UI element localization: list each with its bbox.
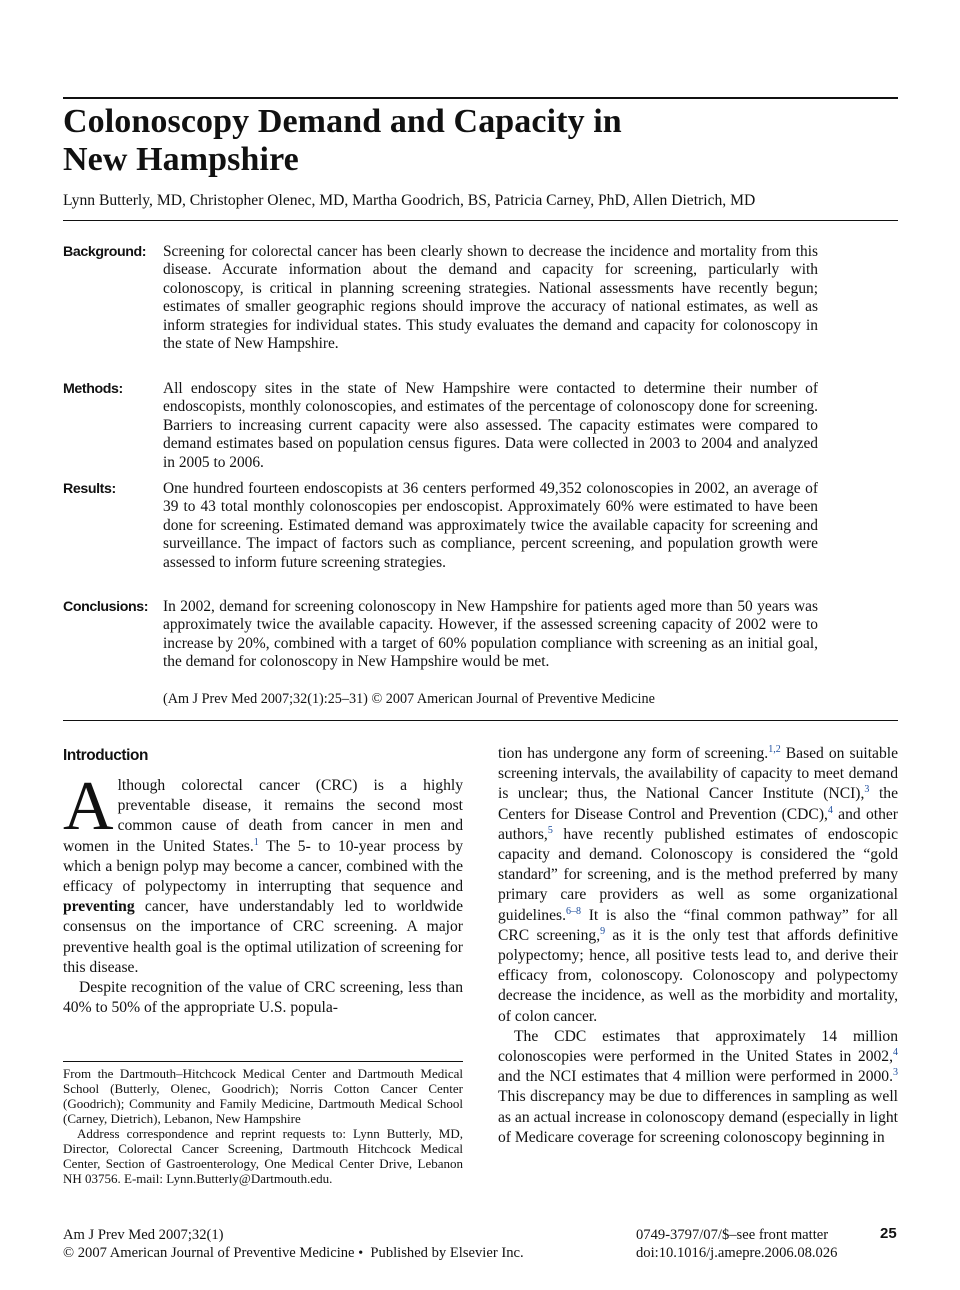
abstract-top-rule	[63, 220, 898, 221]
body-column-left	[63, 768, 463, 1018]
reference-link[interactable]: 6–8	[566, 905, 581, 917]
intro-paragraph-1	[63, 768, 463, 978]
footer-publisher: Published by Elsevier Inc.	[370, 1245, 524, 1261]
intro-paragraph-3	[498, 1027, 898, 1148]
intro-text: and other authors,	[498, 805, 898, 843]
reference-link[interactable]: 9	[600, 925, 606, 937]
article-title	[63, 103, 898, 179]
footer-journal: Am J Prev Med 2007;32(1)	[63, 1227, 224, 1243]
drop-cap: A	[63, 768, 114, 845]
footer-issn: 0749-3797/07/$–see front matter	[636, 1227, 829, 1243]
reference-link[interactable]: 4	[893, 1046, 898, 1058]
intro-text: the Centers for Disease Control and Prevention (CDC),	[498, 785, 898, 823]
body-column-right	[498, 744, 898, 1148]
abstract-bottom-rule	[63, 720, 898, 721]
footnote-rule	[63, 1061, 463, 1062]
intro-paragraph-2-continued	[498, 744, 898, 1027]
intro-text: cancer, have understandably led to worldwide consensus on the importance of CRC screening. A major preventive health goal is the optimal utilization of screening for this disease.	[63, 898, 463, 976]
abstract-text-background: Screening for colorectal cancer has been clearly shown to decrease the incidence and mortality from this disease. Accurate information about the demand and capacity for screening, particularly with colonoscopy, is critical in planning screening strategies. National assessments have recently begun; estimates of smaller geographic regions should improve the accuracy of national estimates, as well as inform strategies for individual states. This study evaluates the demand and capacity for colonoscopy in the state of New Hampshire.	[163, 243, 818, 353]
abstract-text-results: One hundred fourteen endoscopists at 36 centers performed 49,352 colonoscopies in 2002, an average of 39 to 43 total monthly colonoscopies per endoscopist. Approximately 60% were estimated to have been done for screening. Estimated demand was approximately twice the available capacity for screening and surveillance. The impact of factors such as compliance, percent screening, and population growth were assessed to inform future screening strategies.	[163, 480, 818, 571]
abstract-label-methods: Methods:	[63, 381, 123, 397]
page-number: 25	[880, 1225, 897, 1242]
reference-link[interactable]: 1	[253, 836, 259, 848]
abstract-citation: (Am J Prev Med 2007;32(1):25–31) © 2007 American Journal of Preventive Medicine	[163, 691, 655, 707]
intro-text: as it is the only test that affords definitive polypectomy; hence, all positive tests lead to, and derive their efficacy from, colonoscopy. Colonoscopy and polypectomy decrease the incidence, as well as the morbidity and mortality, of colon cancer.	[498, 926, 899, 1025]
abstract-label-results: Results:	[63, 481, 116, 497]
title-line-1: Colonoscopy Demand and Capacity in	[63, 103, 622, 140]
intro-text: lthough colorectal cancer (CRC) is a highly preventable disease, it remains the second most common cause of death from cancer in men and women in the United States.	[63, 777, 463, 855]
footer-copyright-line	[63, 1244, 524, 1263]
footer-left	[63, 1226, 524, 1263]
footnote-affiliation: From the Dartmouth–Hitchcock Medical Center and Dartmouth Medical School (Butterly, Olenec, Goodrich); Norris Cotton Cancer Center (Goodrich); Community and Family Medicine, Dartmouth Medical School (Carney, Dietrich), Lebanon, New Hampshire	[63, 1066, 463, 1126]
author-list: Lynn Butterly, MD, Christopher Olenec, MD, Martha Goodrich, BS, Patricia Carney, PhD, Allen Dietrich, MD	[63, 192, 756, 209]
reference-link[interactable]: 3	[893, 1067, 898, 1079]
top-rule	[63, 97, 898, 99]
intro-text: and the NCI estimates that 4 million were performed in 2000.	[498, 1068, 893, 1086]
intro-paragraph-2: Despite recognition of the value of CRC screening, less than 40% to 50% of the appropriate U.S. popula-	[63, 979, 463, 1017]
footnotes	[63, 1066, 463, 1186]
section-heading-introduction: Introduction	[63, 747, 148, 764]
footnote-correspondence: Address correspondence and reprint requests to: Lynn Butterly, MD, Director, Colorectal Cancer Screening, Dartmouth Hitchcock Medical Center, Section of Gastroenterology, One Medical Center Drive, Lebanon NH 03756. E-mail: Lynn.Butterly@Dartmouth.edu.	[63, 1126, 463, 1186]
reference-link[interactable]: 3	[864, 784, 870, 796]
footer-bullet: •	[358, 1246, 364, 1261]
reference-link[interactable]: 5	[547, 824, 553, 836]
footer-right	[636, 1226, 837, 1262]
intro-text: The 5- to 10-year process by which a benign polyp may become a cancer, combined with the efficacy of polypectomy in interrupting that sequence and	[63, 837, 463, 896]
title-line-2: New Hampshire	[63, 141, 299, 178]
intro-text: Based on suitable screening intervals, the availability of capacity to meet demand is unclear; thus, the National Cancer Institute (NCI),	[498, 745, 899, 803]
intro-text: have recently published estimates of endoscopic capacity and demand. Colonoscopy is considered the “gold standard” for screening, and is the method preferred by many primary care providers as well as some organizational guidelines.	[498, 825, 898, 924]
footer-copyright: © 2007 American Journal of Preventive Medicine	[63, 1245, 355, 1261]
intro-emphasis: preventing	[63, 898, 135, 916]
abstract-label-conclusions: Conclusions:	[63, 599, 149, 615]
reference-link[interactable]: 1,2	[768, 743, 781, 755]
intro-text: The CDC estimates that approximately 14 million colonoscopies were performed in the United States in 2002,	[498, 1027, 898, 1066]
abstract-text-conclusions: In 2002, demand for screening colonoscopy in New Hampshire for patients aged more than 50 years was approximately twice the available capacity. However, if the assessed screening capacity of 2002 were to increase by 20%, combined with a target of 60% population compliance with screening as an initial goal, the demand for colonoscopy in New Hampshire would be met.	[163, 598, 818, 671]
intro-text: tion has undergone any form of screening.	[498, 745, 769, 762]
footer-doi[interactable]: doi:10.1016/j.amepre.2006.08.026	[636, 1245, 838, 1261]
abstract-label-background: Background:	[63, 244, 147, 260]
abstract-text-methods: All endoscopy sites in the state of New Hampshire were contacted to determine their number of endoscopists, monthly colonoscopies, and estimates of the percentage of colonoscopy done for screening. Barriers to increasing current capacity were also assessed. The capacity estimates were compared to demand estimates based on population census figures. Data were collected in 2003 to 2004 and analyzed in 2005 to 2006.	[163, 380, 818, 471]
reference-link[interactable]: 4	[827, 804, 833, 816]
intro-text: It is also the “final common pathway” for all CRC screening,	[498, 906, 898, 944]
intro-text: This discrepancy may be due to differences in sampling as well as an actual increase in colonoscopy demand (especially in light of Medicare coverage for screening colonoscopy beginning in	[498, 1088, 898, 1146]
